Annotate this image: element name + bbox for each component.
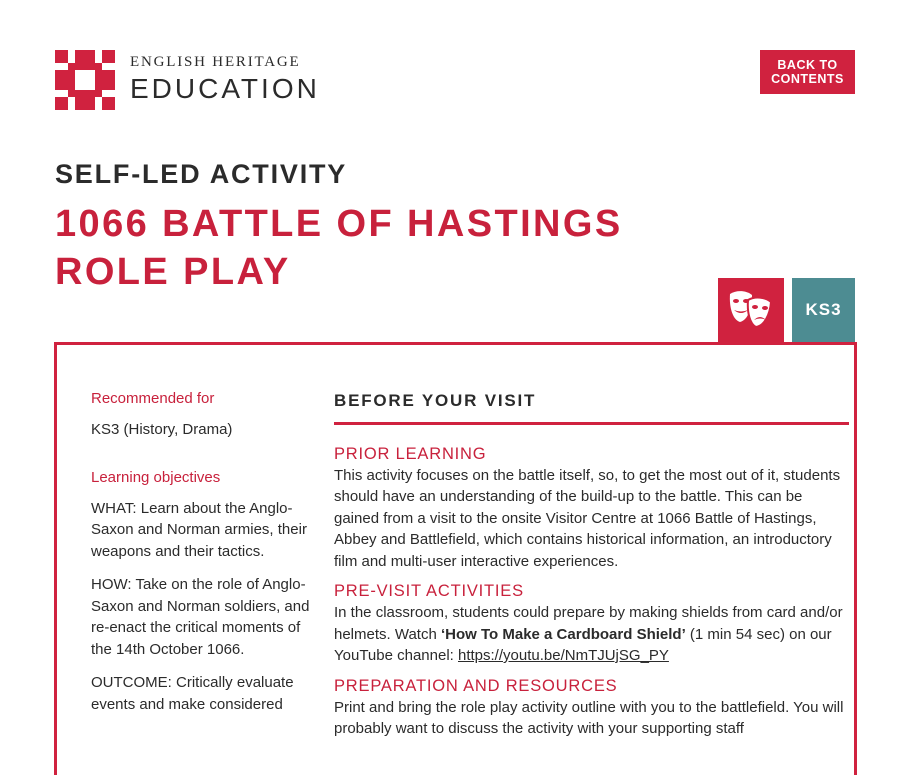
prior-learning-text: This activity focuses on the battle itself, so, to get the most out of it, students should have an understanding of the build-up to the battle. This can be gained from a visit to the onsite Visitor Centre at 1066 Battle of Hastings, Abbey and Battlefield, which contains historical information, an introductory film and multi-user interactive experiences. <box>334 466 841 570</box>
english-heritage-logo <box>55 50 320 110</box>
heading-rule <box>334 422 849 425</box>
preparation-heading: PREPARATION AND RESOURCES <box>334 676 618 695</box>
what-text: Learn about the Anglo-Saxon and Norman armies, their weapons and their tactics. <box>91 499 307 560</box>
org-name: ENGLISH HERITAGE <box>130 54 301 70</box>
key-stage-badge: KS3 <box>792 278 855 342</box>
sidebar <box>91 388 311 727</box>
recommended-value: KS3 (History, Drama) <box>91 420 233 438</box>
outcome-label: OUTCOME: <box>91 674 172 691</box>
back-button-line2: CONTENTS <box>771 72 844 86</box>
preparation-text: Print and bring the role play activity outline with you to the battlefield. You will probably want to discuss the activity with your supporting staff <box>334 698 844 737</box>
outcome-text: Critically evaluate events and make considered <box>91 674 294 713</box>
title-line2: ROLE PLAY <box>55 251 291 293</box>
english-heritage-emblem-icon <box>55 50 115 110</box>
back-to-contents-button[interactable] <box>760 50 855 94</box>
org-division: EDUCATION <box>130 73 320 104</box>
what-label: WHAT: <box>91 499 137 517</box>
objectives-heading: Learning objectives <box>91 469 221 486</box>
main-content <box>334 388 849 740</box>
previsit-text <box>334 602 849 667</box>
objective-what <box>91 498 311 563</box>
previsit-text-a: In the classroom, students could prepare by making shields from card and/or helmets. Watch <box>334 604 843 643</box>
youtube-link[interactable]: https://youtu.be/NmTJUjSG_PY <box>458 647 669 664</box>
how-label: HOW: <box>91 576 132 593</box>
title-line1: 1066 BATTLE OF HASTINGS <box>55 203 623 245</box>
back-button-line1: BACK TO <box>777 58 838 72</box>
drama-badge <box>718 278 784 342</box>
theatre-masks-icon <box>718 278 784 342</box>
video-title: ‘How To Make a Cardboard Shield’ <box>440 625 686 643</box>
prior-learning-heading: PRIOR LEARNING <box>334 444 487 463</box>
section-heading: BEFORE YOUR VISIT <box>334 391 537 410</box>
activity-type: SELF-LED ACTIVITY <box>55 159 348 189</box>
objective-how <box>91 574 311 660</box>
recommended-heading: Recommended for <box>91 390 215 407</box>
objective-outcome <box>91 672 311 715</box>
page-title <box>55 200 623 296</box>
previsit-heading: PRE-VISIT ACTIVITIES <box>334 582 524 600</box>
previsit-text-b: (1 min 54 sec) on our YouTube channel: <box>334 625 832 664</box>
how-text: Take on the role of Anglo-Saxon and Norman soldiers, and re-enact the critical moments of the 14th October 1066. <box>91 576 310 658</box>
